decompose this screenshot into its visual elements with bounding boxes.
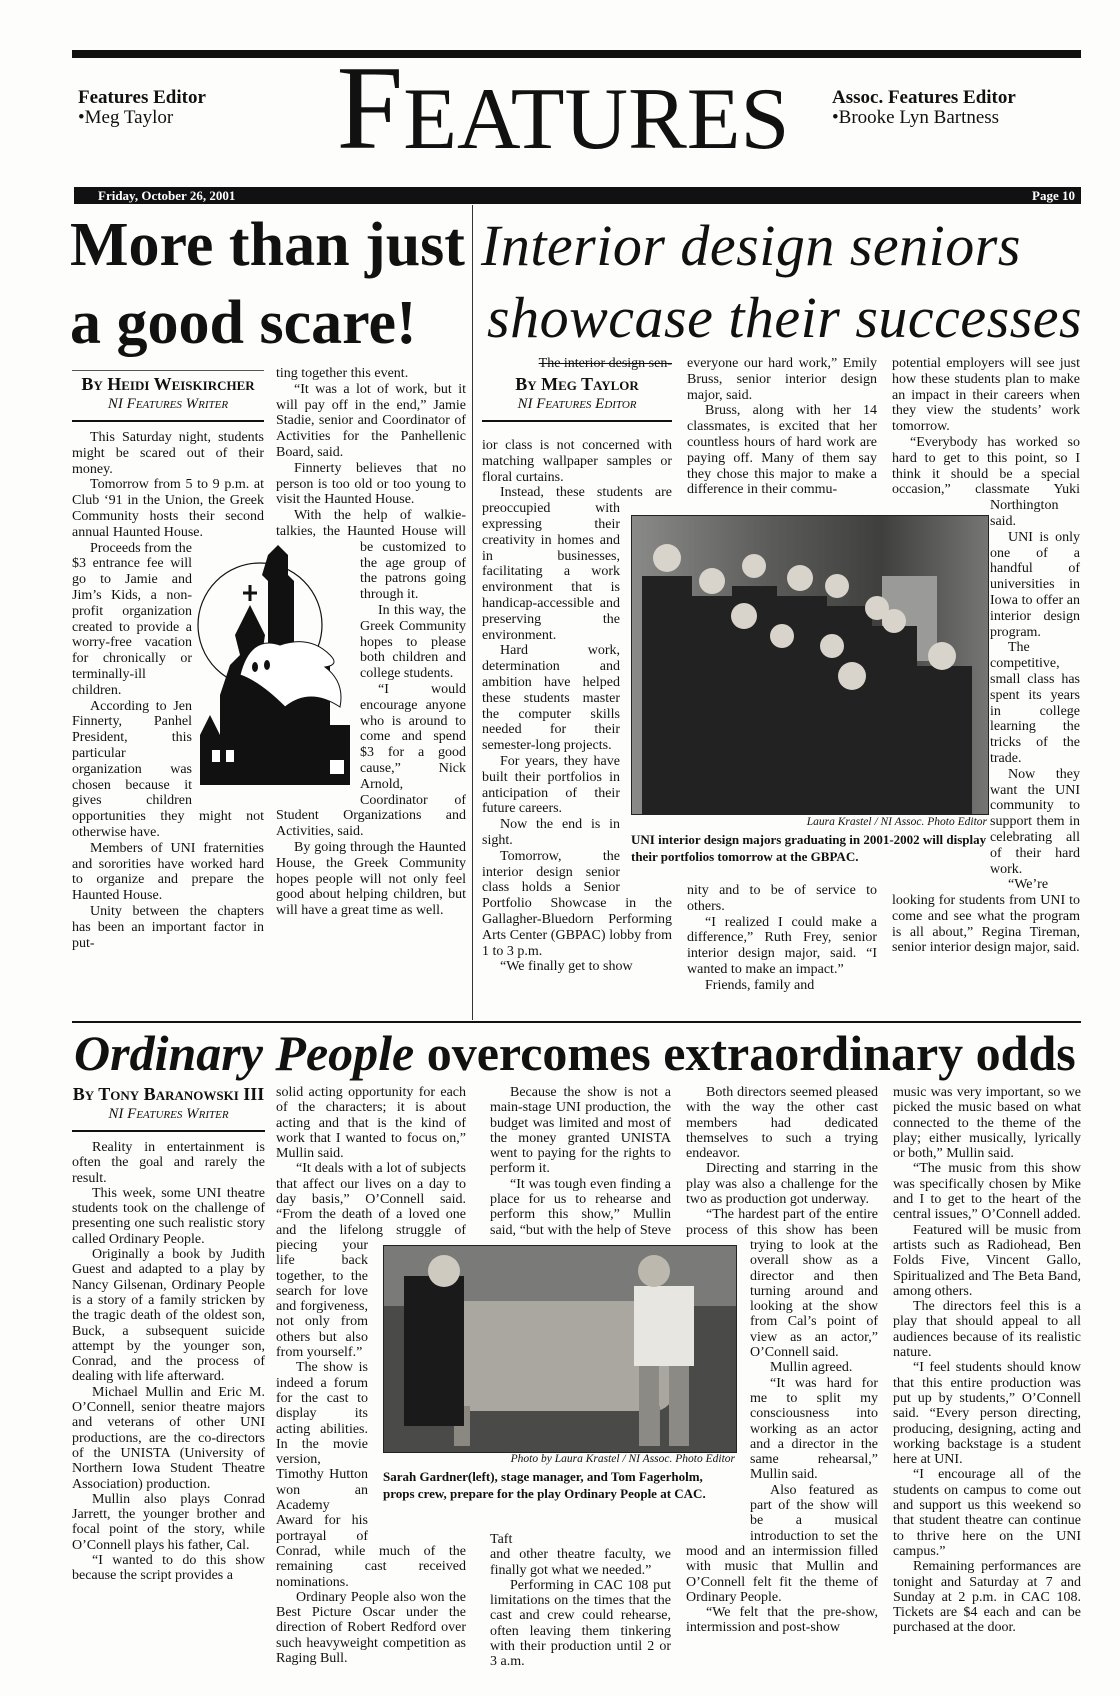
article-paragraph: Unity between the chapters has been an important factor in put-	[72, 903, 264, 951]
article-paragraph: Finnerty believes that no person is too old or too young to visit the Haunted House.	[276, 460, 466, 508]
article-paragraph: “Everybody has worked so hard to get to this point, so I think it should be a special occasion,” classmate Yuki Northington said.	[892, 434, 1080, 529]
article-paragraph: The show is indeed a forum for the cast to display its acting abilities. In the movie version, Timothy Hutton won an Academy Award for his portrayal of Conrad, while much of the remaining cast received nominations.	[276, 1360, 466, 1590]
assoc-editor-role: Assoc. Features Editor	[832, 87, 1016, 108]
article-paragraph: Members of UNI fraternities and sororities have worked hard to organize and prepare the Haunted House.	[72, 840, 264, 904]
article-paragraph: This week, some UNI theatre students took on the challenge of presenting one such realistic story called Ordinary People.	[72, 1185, 265, 1247]
byline-title: NI Features Writer	[107, 396, 229, 412]
article-paragraph: UNI is only one of a handful of universities in Iowa to offer an interior design program.	[990, 529, 1080, 640]
editor-name: •Meg Taylor	[78, 107, 174, 128]
interior-design-group-photo	[631, 515, 989, 815]
article-paragraph: “I realized I could make a difference,” Ruth Frey, senior interior design major, said. “I wanted to make an impact.”	[687, 914, 877, 977]
article-paragraph: Also featured as part of the show will be a musical introduction to set the mood and an intermission filled with music that Mullin and O’Connell felt fit the theme of Ordinary People.	[686, 1482, 878, 1605]
issue-date: Friday, October 26, 2001	[98, 188, 236, 203]
assoc-features-editor-credit	[832, 88, 1016, 128]
features-editor-credit	[78, 88, 206, 128]
byline-title: NI Features Writer	[108, 1106, 229, 1122]
article-paragraph: “I encourage all of the students on campus to come out and support us this weekend so that student theatre can continue to thrive here on the UNI campus.”	[893, 1467, 1081, 1559]
article-paragraph: Hard work, determination and ambition have helped these students master the computer skills needed for their semester-long projects.	[482, 643, 620, 754]
photo-caption: UNI interior design majors graduating in 2001-2002 will display their portfolios tomorrow at the GBPAC.	[631, 832, 987, 864]
article-paragraph: For years, they have built their portfolios in anticipation of their future careers.	[482, 753, 620, 817]
ordinary-col-5	[893, 1085, 1081, 1636]
photo-credit: Photo by Laura Krastel / NI Assoc. Photo Editor	[510, 1453, 735, 1465]
article-paragraph: “We finally get to show	[500, 959, 633, 975]
article-paragraph: In this way, the Greek Community hopes to please both children and college students.	[360, 602, 466, 682]
misprinted-line: The interior design sen-	[538, 356, 672, 371]
article-paragraph: potential employers will see just how these students plan to make an impact in their careers when they view the students’ work tomorrow.	[892, 356, 1080, 435]
masthead-initial: F	[336, 41, 404, 174]
article-paragraph: Originally a book by Judith Guest and adapted to a play by Nancy Gilsenan, Ordinary People is a story of a family stricken by the tragic death of the oldest son, Buck, a subsequent suicide attempt by the younger son, Conrad, and the process of dealing with life afterward.	[72, 1247, 265, 1385]
editor-role: Features Editor	[78, 87, 206, 108]
article-paragraph: “I feel students should know that this entire production was put up by students,” O’Connell said. “Every person directing, producing, designing, acting and working backstage is a student here at UNI.	[893, 1360, 1081, 1468]
byline	[482, 371, 672, 422]
headline-rest: overcomes extraordinary odds	[414, 1025, 1076, 1081]
article-paragraph: With the help of walkie-talkies, the Haunted House will be customized to the age group of the patrons going through it.	[276, 508, 466, 603]
article-paragraph: “I would encourage anyone who is around to come and spend $3 for a good cause,” Nick Arnold, Coordinator of Student Organizations and Activities, said.	[276, 681, 466, 840]
article-paragraph: According to Jen Finnerty, Panhel President, this particular organization was chosen because it gives children opportunities they might not otherwise have.	[72, 698, 264, 840]
page-number: Page 10	[1032, 188, 1075, 203]
article-paragraph: “The music from this show was specifically chosen by Mike and I to get to the heart of the central issues,” O’Connell added.	[893, 1161, 1081, 1223]
headline-play-title: Ordinary People	[74, 1025, 415, 1081]
article-paragraph: Performing in CAC 108 put limitations on the times that the cast and crew could rehearse, often leaving them tinkering with their production until 2 or 3 a.m.	[490, 1577, 671, 1670]
haunted-house-illustration	[190, 545, 365, 790]
article-paragraph: This Saturday night, students might be scared out of their money.	[72, 430, 264, 477]
article-paragraph: Instead, these students are preoccupied with expressing their creativity in homes and in businesses, facilitating a work environment that is handicap-accessible and preserving the environment.	[482, 485, 672, 643]
byline-title: NI Features Editor	[517, 396, 637, 412]
byline	[72, 370, 264, 422]
byline-name: By Heidi Weiskircher	[81, 374, 255, 394]
article-paragraph: Reality in entertainment is often the goal and rarely the result.	[72, 1140, 265, 1186]
headline-line: a good scare!	[70, 289, 417, 357]
photo-credit: Laura Krastel / NI Assoc. Photo Editor	[806, 816, 987, 828]
article-paragraph: “I wanted to do this show because the script provides a	[72, 1553, 265, 1584]
ordinary-people-headline	[74, 1024, 1081, 1082]
article-paragraph: Both directors seemed pleased with the way the other cast members had dedicated themselves to such a trying endeavor.	[686, 1085, 878, 1162]
article-paragraph: Featured will be music from artists such as Radiohead, Ben Folds Five, Vincent Gallo, Spiritualized and The Beta Band, among others.	[893, 1222, 1081, 1299]
ordinary-people-rehearsal-photo	[383, 1245, 737, 1453]
article-paragraph: By going through the Haunted House, the Greek Community hopes people will not only feel good about helping children, but will have a great time as well.	[276, 839, 466, 919]
headline-line: More than just	[70, 211, 465, 279]
byline	[72, 1085, 265, 1132]
article-paragraph: Directing and starring in the play was also a challenge for the two as production got underway.	[686, 1161, 878, 1208]
section-masthead	[318, 41, 808, 194]
article-paragraph: Friends, family and	[705, 977, 815, 993]
haunted-house-headline	[70, 206, 468, 362]
headline-line: showcase their successes	[487, 285, 1083, 350]
interior-design-headline	[481, 210, 1081, 354]
article-paragraph: The competitive, small class has spent its years in college learning the tricks of the trade.	[990, 640, 1080, 766]
article-paragraph: Mullin also plays Conrad Jarrett, the younger brother and focal point of the story, while O’Connell plays his father, Cal.	[72, 1491, 265, 1553]
article-paragraph: everyone our hard work,” Emily Bruss, senior interior design major, said.	[687, 356, 877, 403]
article-paragraph: “We felt that the pre-show, intermission and post-show	[686, 1605, 878, 1636]
article-paragraph: Tomorrow, the interior design senior class holds a Senior Portfolio Showcase in the Gallagher-Bluedorn Performing Arts Center (GBPAC) lobby from 1 to 3 p.m.	[482, 848, 672, 959]
assoc-editor-name: •Brooke Lyn Bartness	[832, 107, 1000, 128]
headline-line: Interior design seniors	[481, 213, 1021, 278]
group-photo-figures	[632, 516, 988, 814]
article-paragraph: The directors feel this is a play that should appeal to all audiences because of its realistic nature.	[893, 1299, 1081, 1361]
article-paragraph: Remaining performances are tonight and Saturday at 7 and Sunday at 2 p.m. in CAC 108. Tickets are $4 each and can be purchased at the door.	[893, 1559, 1081, 1636]
masthead-rest: EATURES	[403, 71, 790, 168]
article-paragraph: music was very important, so we picked the music based on what connected to the theme of the play; either musically, lyrically or both,” Mullin said.	[893, 1085, 1081, 1162]
article-paragraph: Mullin agreed.	[770, 1360, 853, 1376]
date-bar	[74, 187, 1081, 204]
article-paragraph: “We’re looking for students from UNI to come and see what the program is all about,” Regina Tireman, senior interior design major, said.	[892, 877, 1080, 956]
column-divider	[472, 205, 473, 1020]
article-paragraph: Because the show is not a main-stage UNI production, the budget was limited and most of the money granted UNISTA went to paying for the rights to perform it.	[490, 1085, 671, 1177]
ordinary-col-1	[72, 1085, 265, 1584]
article-paragraph: solid acting opportunity for each of the characters; it is about acting and that is the kind of work that I wanted to focus on,” Mullin said.	[276, 1085, 466, 1162]
article-paragraph: Proceeds from the $3 entrance fee will go to Jamie and Jim’s Kids, a non-profit organization created to provide a worry-free vacation for chronically or terminally-ill children.	[72, 540, 192, 698]
rehearsal-photo-scene	[384, 1246, 736, 1452]
article-paragraph: Michael Mullin and Eric M. O’Connell, senior theatre majors and veterans of other UNI productions, are the co-directors of the UNISTA (University of Northern Iowa Student Theatre Association) production.	[72, 1384, 265, 1492]
article-paragraph: Ordinary People also won the Best Picture Oscar under the direction of Robert Redford over such heavyweight competition as Raging Bull.	[276, 1589, 466, 1666]
article-paragraph: “It was hard for me to split my consciousness into working as an actor and a director in the same rehearsal,” Mullin said.	[750, 1375, 878, 1483]
article-paragraph: ting together this event.	[276, 366, 409, 381]
article-paragraph: “It was a lot of work, but it will pay off in the end,” Jamie Stadie, senior and Coordinator of Activities for the Panhellenic Board, said.	[276, 381, 466, 460]
article-paragraph: “It deals with a lot of subjects that affect our lives on a day to day basis,” O’Connell said. “From the death of a loved one and the lifelong struggle of piecing your life back together, to the search for love and forgiveness, not only from others but also from yourself.”	[276, 1161, 466, 1361]
article-paragraph: and other theatre faculty, we finally got what we needed.”	[490, 1547, 671, 1578]
photo-caption: Sarah Gardner(left), stage manager, and Tom Fagerholm, props crew, prepare for the play Ordinary People at CAC.	[383, 1469, 706, 1501]
byline-name: By Meg Taylor	[515, 374, 639, 394]
section-rule	[72, 1021, 1081, 1023]
byline-name: By Tony Baranowski III	[72, 1084, 265, 1104]
article-paragraph: nity and to be of service to others.	[687, 883, 877, 914]
article-paragraph: Now the end is in sight.	[482, 817, 620, 848]
article-paragraph: Bruss, along with her 14 classmates, is excited that her countless hours of hard work are paying off. Many of them say they chose this major to make a difference in their commu-	[687, 403, 877, 498]
article-paragraph: Tomorrow from 5 to 9 p.m. at Club ‘91 in the Union, the Greek Community hosts their second annual Haunted House.	[72, 477, 264, 540]
article-paragraph: ior class is not concerned with matching wallpaper samples or floral curtains.	[482, 438, 672, 485]
article-paragraph: “It was tough even finding a place for us to rehearse and perform this show,” Mullin said, “but with the help of Steve Taft	[490, 1176, 671, 1547]
article-paragraph: Now they want the UNI community to support them in celebrating all of their hard work.	[990, 766, 1080, 877]
top-rule	[72, 50, 1081, 58]
article-paragraph: “The hardest part of the entire process of this show has been trying to look at the overall show as a director and then turning around and looking at the show from Cal’s point of view as an actor,” O’Connell said.	[686, 1207, 878, 1361]
